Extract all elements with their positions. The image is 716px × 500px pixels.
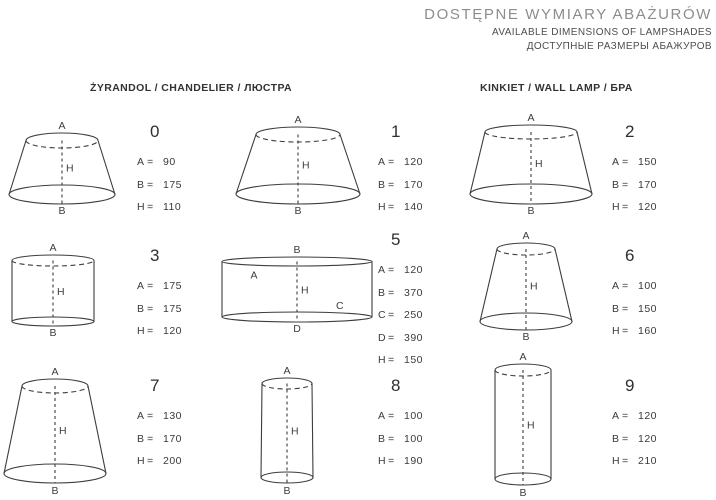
dimension-row: [378, 259, 448, 282]
dimension-row: [378, 196, 448, 219]
dimension-value: 190: [404, 455, 424, 467]
dimension-value: 170: [638, 178, 658, 191]
dimension-value: 100: [404, 410, 424, 422]
equals-sign: =: [388, 178, 395, 191]
dimension-value: 120: [638, 410, 658, 422]
equals-sign: =: [622, 156, 629, 168]
equals-sign: =: [147, 280, 154, 292]
dimension-letter: B: [137, 178, 145, 191]
svg-text:A: A: [51, 366, 59, 378]
svg-text:A: A: [49, 242, 57, 254]
dimension-row: [378, 151, 448, 174]
lampshade-drawing-7: [2, 366, 108, 496]
page-subtitle-ru: ДОСТУПНЫЕ РАЗМЕРЫ АБАЖУРОВ: [526, 41, 712, 52]
svg-text:A: A: [522, 230, 530, 242]
equals-sign: =: [388, 432, 395, 445]
dimension-row: [612, 320, 682, 343]
dimension-value: 175: [163, 280, 183, 292]
svg-text:A: A: [283, 365, 291, 377]
svg-text:H: H: [530, 280, 538, 293]
dimension-list: [378, 405, 448, 473]
dimension-value: 120: [638, 201, 658, 213]
dimension-list: [378, 151, 448, 219]
svg-text:B: B: [283, 485, 291, 497]
lampshade-specs-8: [378, 376, 448, 473]
dimension-letter: B: [378, 286, 386, 299]
lampshade-specs-2: [612, 122, 682, 219]
item-number: 3: [150, 246, 160, 265]
svg-text:A: A: [250, 269, 258, 282]
dimension-row: [378, 405, 448, 428]
dimension-letter: B: [137, 432, 145, 445]
dimension-letter: A: [378, 410, 386, 422]
svg-text:H: H: [57, 286, 65, 298]
dimension-letter: H: [137, 325, 146, 337]
dimension-value: 120: [404, 156, 424, 168]
svg-text:A: A: [527, 112, 535, 124]
dimension-value: 175: [163, 178, 183, 191]
dimension-letter: A: [612, 410, 620, 422]
equals-sign: =: [388, 455, 395, 467]
item-number: 6: [625, 246, 635, 265]
dimension-row: [137, 151, 207, 174]
dimension-value: 100: [404, 432, 424, 445]
lampshade-specs-7: [137, 376, 207, 473]
dimension-value: 120: [163, 325, 183, 337]
dimension-row: [612, 275, 682, 298]
lampshade-specs-3: [137, 246, 207, 343]
dimension-letter: A: [137, 410, 145, 422]
dimension-row: [137, 428, 207, 451]
svg-text:B: B: [293, 244, 301, 256]
lampshade-drawing-6: [478, 230, 574, 342]
dimension-row: [378, 304, 448, 327]
equals-sign: =: [388, 331, 395, 344]
dimension-value: 110: [163, 201, 182, 213]
item-number: 2: [625, 122, 635, 141]
dimension-row: [612, 405, 682, 428]
lampshade-specs-9: [612, 376, 682, 473]
svg-text:B: B: [522, 331, 530, 343]
dimension-value: 210: [638, 455, 658, 467]
dimension-value: 200: [163, 455, 183, 467]
svg-text:D: D: [293, 323, 301, 335]
dimension-value: 120: [404, 264, 424, 276]
dimension-row: [612, 174, 682, 197]
equals-sign: =: [622, 432, 629, 445]
equals-sign: =: [147, 410, 154, 422]
equals-sign: =: [388, 286, 395, 299]
dimension-letter: A: [378, 156, 386, 168]
section-header-wall-lamp: KINKIET / WALL LAMP / БРА: [480, 82, 633, 94]
svg-text:H: H: [66, 162, 74, 175]
title-block: [424, 4, 712, 54]
dimension-value: 90: [163, 156, 176, 168]
dimension-value: 170: [163, 432, 183, 445]
dimension-row: [612, 428, 682, 451]
equals-sign: =: [388, 354, 395, 366]
dimension-row: [612, 450, 682, 473]
lampshade-specs-0: [137, 122, 207, 219]
dimension-value: 250: [404, 309, 424, 321]
dimension-row: [137, 405, 207, 428]
svg-text:A: A: [519, 351, 527, 363]
dimension-letter: D: [378, 331, 387, 344]
svg-text:H: H: [302, 159, 310, 172]
svg-text:H: H: [59, 424, 67, 437]
svg-text:B: B: [58, 205, 66, 217]
dimension-row: [137, 298, 207, 321]
equals-sign: =: [147, 302, 154, 315]
dimension-value: 100: [638, 280, 658, 292]
dimension-letter: C: [378, 309, 387, 321]
lampshade-drawing-2: [468, 112, 594, 216]
equals-sign: =: [388, 201, 395, 213]
svg-text:H: H: [527, 419, 535, 432]
dimension-letter: B: [612, 302, 620, 315]
equals-sign: =: [388, 309, 395, 321]
dimension-letter: H: [137, 201, 146, 213]
equals-sign: =: [147, 156, 154, 168]
dimension-row: [137, 196, 207, 219]
dimension-value: 140: [404, 201, 424, 213]
dimension-value: 170: [404, 178, 424, 191]
dimension-letter: A: [137, 280, 145, 292]
dimension-row: [612, 298, 682, 321]
dimension-letter: A: [137, 156, 145, 168]
svg-text:C: C: [336, 300, 344, 312]
lampshade-drawing-3: [8, 242, 98, 338]
dimension-list: [612, 405, 682, 473]
dimension-letter: H: [378, 354, 387, 366]
svg-text:A: A: [294, 114, 302, 126]
equals-sign: =: [622, 325, 629, 337]
equals-sign: =: [622, 280, 629, 292]
dimension-letter: B: [612, 178, 620, 191]
equals-sign: =: [147, 178, 154, 191]
dimension-value: 390: [404, 331, 424, 344]
dimension-row: [612, 196, 682, 219]
page-subtitle-en: AVAILABLE DIMENSIONS OF LAMPSHADES: [492, 27, 712, 38]
equals-sign: =: [622, 201, 629, 213]
lampshade-drawing-0: [5, 120, 119, 216]
dimension-row: [378, 450, 448, 473]
dimension-list: [137, 405, 207, 473]
dimension-row: [378, 327, 448, 350]
dimension-value: 150: [638, 302, 658, 315]
svg-text:H: H: [291, 425, 299, 438]
dimension-row: [378, 282, 448, 305]
dimension-list: [137, 151, 207, 219]
lampshade-drawing-5: [218, 244, 376, 334]
dimension-letter: B: [378, 432, 386, 445]
svg-text:B: B: [49, 327, 57, 339]
dimension-value: 130: [163, 410, 183, 422]
dimension-letter: H: [612, 455, 621, 467]
dimension-value: 175: [163, 302, 183, 315]
dimension-list: [378, 259, 448, 372]
lampshade-specs-5: [378, 230, 448, 372]
dimension-row: [378, 428, 448, 451]
dimension-row: [137, 450, 207, 473]
lampshade-specs-1: [378, 122, 448, 219]
svg-text:B: B: [294, 205, 302, 217]
equals-sign: =: [622, 410, 629, 422]
item-number: 9: [625, 376, 635, 395]
dimension-letter: B: [612, 432, 620, 445]
equals-sign: =: [388, 410, 395, 422]
lampshade-drawing-1: [234, 114, 362, 216]
dimension-letter: H: [612, 325, 621, 337]
item-number: 0: [150, 122, 160, 141]
dimension-letter: H: [612, 201, 621, 213]
svg-text:B: B: [51, 485, 59, 497]
dimension-row: [137, 320, 207, 343]
lampshade-drawing-8: [252, 365, 322, 497]
item-number: 7: [150, 376, 160, 395]
equals-sign: =: [388, 156, 395, 168]
item-number: 5: [391, 230, 401, 249]
dimension-row: [612, 151, 682, 174]
equals-sign: =: [622, 455, 629, 467]
dimension-list: [612, 151, 682, 219]
item-number: 8: [391, 376, 401, 395]
dimension-letter: A: [378, 264, 386, 276]
dimension-letter: A: [612, 156, 620, 168]
lampshade-drawing-9: [488, 352, 558, 498]
dimension-value: 150: [404, 354, 424, 366]
dimension-letter: A: [612, 280, 620, 292]
dimension-letter: H: [378, 201, 387, 213]
lampshade-specs-6: [612, 246, 682, 343]
dimension-row: [137, 174, 207, 197]
dimension-letter: H: [378, 455, 387, 467]
dimension-letter: B: [137, 302, 145, 315]
dimension-letter: B: [378, 178, 386, 191]
equals-sign: =: [388, 264, 395, 276]
svg-text:H: H: [301, 284, 309, 297]
svg-text:B: B: [527, 205, 535, 217]
dimension-row: [378, 349, 448, 372]
dimension-value: 150: [638, 156, 658, 168]
item-number: 1: [391, 122, 401, 141]
dimension-value: 370: [404, 286, 424, 299]
dimension-letter: H: [137, 455, 146, 467]
dimension-list: [137, 275, 207, 343]
svg-text:B: B: [519, 487, 527, 499]
equals-sign: =: [147, 455, 154, 467]
dimension-row: [137, 275, 207, 298]
page-title: DOSTĘPNE WYMIARY ABAŻURÓW: [424, 6, 712, 23]
svg-text:H: H: [535, 158, 543, 170]
equals-sign: =: [622, 178, 629, 191]
dimension-list: [612, 275, 682, 343]
dimension-row: [378, 174, 448, 197]
equals-sign: =: [147, 201, 154, 213]
equals-sign: =: [622, 302, 629, 315]
section-header-chandelier: ŻYRANDOL / CHANDELIER / ЛЮСТРА: [90, 82, 292, 94]
equals-sign: =: [147, 325, 154, 337]
dimension-value: 120: [638, 432, 658, 445]
equals-sign: =: [147, 432, 154, 445]
svg-text:A: A: [58, 120, 66, 132]
dimension-value: 160: [638, 325, 658, 337]
